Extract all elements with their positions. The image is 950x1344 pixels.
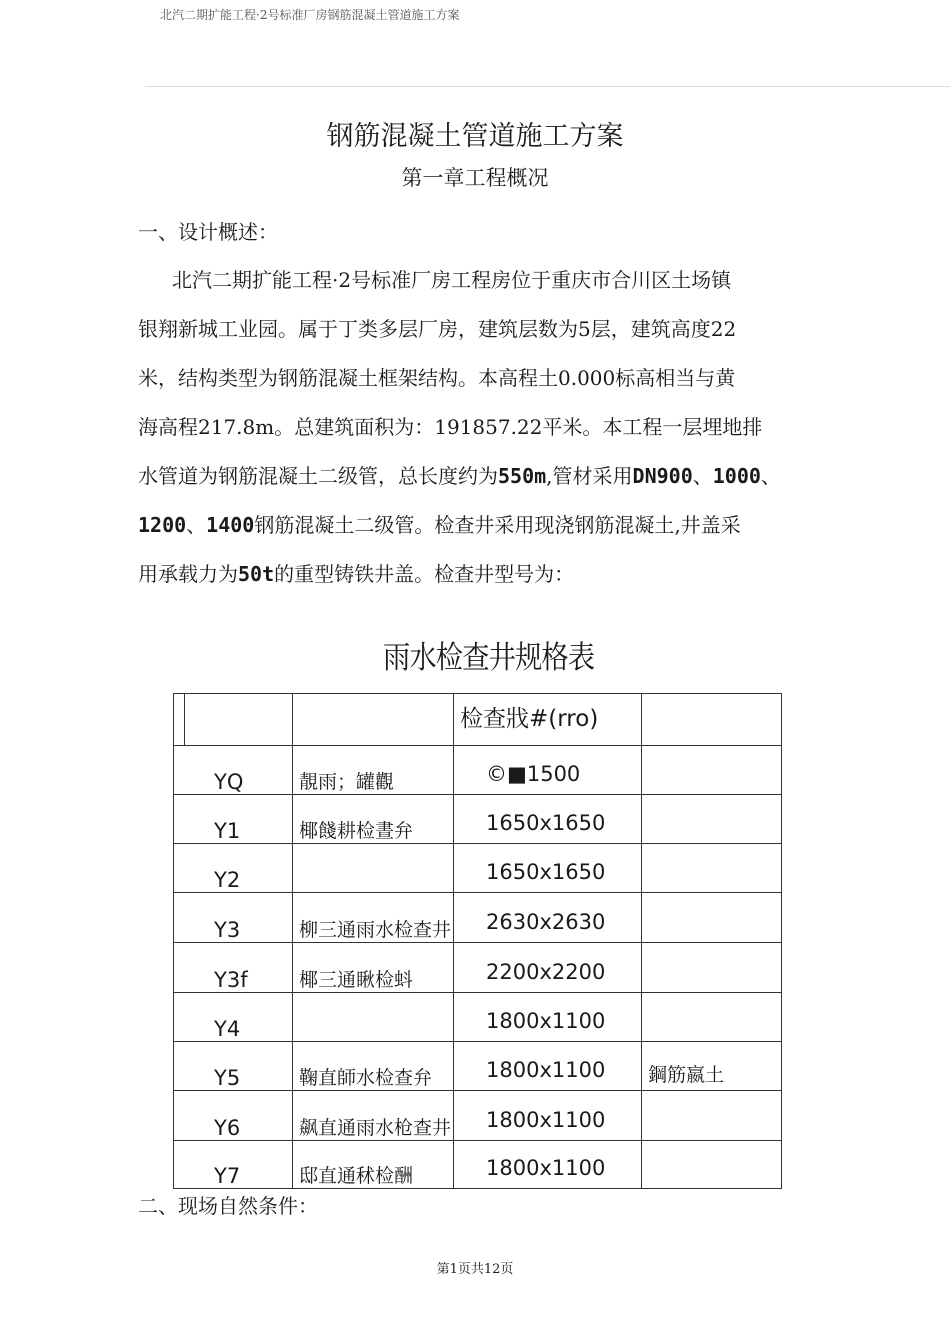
- well-size-cell: [454, 844, 642, 893]
- header-divider: [145, 86, 950, 87]
- remark-cell: [642, 694, 782, 746]
- running-header: 北汽二期扩能工程·2号标准厂房钢筋混凝土管道施工方案: [160, 8, 460, 22]
- table-row: [174, 943, 782, 993]
- well-code-cell: [174, 1141, 293, 1189]
- cell-text: 椰三通瞅检蚪: [299, 969, 414, 992]
- paragraph-text: 550m: [498, 464, 547, 488]
- paragraph-text: 钢筋混凝土二级管。检查井采用现浇钢筋混凝土,井盖采: [254, 513, 741, 537]
- paragraph-text: 海高程217.8m。总建筑面积为：191857.22平米。本工程一层埋地排: [138, 415, 763, 439]
- well-name-cell: [293, 993, 454, 1042]
- well-size-cell: [454, 893, 642, 943]
- table-title: 雨水检查井规格表: [383, 640, 595, 676]
- table-row: [174, 993, 782, 1042]
- cell-text: 检查戕#(rro): [460, 705, 599, 732]
- paragraph-line: [138, 460, 781, 489]
- paragraph-line: [138, 558, 574, 587]
- page-number: 第1页共12页: [436, 1262, 514, 1277]
- well-code-cell: [174, 844, 293, 893]
- remark-cell: [642, 993, 782, 1042]
- well-size-cell: [454, 1042, 642, 1091]
- cell-text: 2200x2200: [486, 959, 606, 984]
- paragraph-line: [138, 411, 762, 440]
- remark-cell: [642, 1141, 782, 1189]
- cell-text: Y7: [214, 1163, 241, 1188]
- cell-text: Y5: [214, 1065, 241, 1090]
- paragraph-text: 1400: [206, 513, 255, 537]
- remark-cell: [642, 1042, 782, 1091]
- well-size-cell: [454, 795, 642, 844]
- paragraph-text: 的重型铸铁井盖。检查井型号为：: [274, 562, 575, 586]
- table-row: [174, 844, 782, 893]
- cell-text: Y3: [214, 917, 241, 942]
- paragraph-text: 用承载力为: [138, 562, 238, 586]
- well-size-cell: [454, 1141, 642, 1189]
- manhole-spec-table: [173, 693, 782, 1189]
- paragraph-text: 、: [186, 513, 207, 537]
- cell-text: 1800x1100: [486, 1107, 606, 1132]
- well-code-cell: [174, 893, 293, 943]
- remark-cell: [642, 943, 782, 993]
- cell-text: 靚雨；罐觀: [299, 771, 395, 794]
- cell-text: 1800x1100: [486, 1008, 606, 1033]
- document-title: 钢筋混凝土管道施工方案: [326, 121, 624, 152]
- paragraph-line: [138, 313, 736, 342]
- cell-text: 2630x2630: [486, 909, 606, 934]
- table-row: [174, 746, 782, 795]
- paragraph-line: [138, 362, 735, 391]
- well-size-cell: [454, 943, 642, 993]
- paragraph-text: 1000: [712, 464, 761, 488]
- remark-cell: [642, 1091, 782, 1141]
- cell-text: ©■1500: [486, 761, 581, 786]
- paragraph-text: 银翔新城工业园。属于丁类多层厂房，建筑层数为5层，建筑高度22: [138, 317, 737, 341]
- remark-cell: [642, 844, 782, 893]
- cell-text: Y6: [214, 1115, 241, 1140]
- paragraph-text: DN900: [632, 464, 693, 488]
- well-code-cell: [174, 795, 293, 844]
- well-code-cell: [174, 993, 293, 1042]
- well-name-cell: [293, 746, 454, 795]
- well-name-cell: [293, 844, 454, 893]
- cell-inner-rule: [184, 694, 185, 745]
- well-size-cell: [454, 993, 642, 1042]
- well-code-cell: [174, 746, 293, 795]
- cell-text: 柳三通雨水检查井: [299, 919, 452, 942]
- cell-text: 邸直通秫检酬: [299, 1165, 414, 1188]
- paragraph-text: 、: [692, 464, 713, 488]
- table-row: [174, 1091, 782, 1141]
- well-code-cell: [174, 1091, 293, 1141]
- paragraph-text: 米，结构类型为钢筋混凝土框架结构。本高程土0.000标高相当与黄: [138, 366, 736, 390]
- cell-text: 飙直通雨水枪查井: [299, 1117, 452, 1140]
- well-name-cell: [293, 1091, 454, 1141]
- cell-text: Y2: [214, 867, 241, 892]
- paragraph-text: ,管材采用: [546, 464, 633, 488]
- cell-text: Y1: [214, 818, 241, 843]
- table-row: [174, 795, 782, 844]
- cell-text: Y3f: [214, 967, 248, 992]
- table-row: [174, 893, 782, 943]
- well-name-cell: [293, 943, 454, 993]
- cell-text: 椰餞耕检晝弁: [299, 820, 414, 843]
- cell-text: 1800x1100: [486, 1155, 606, 1180]
- remark-cell: [642, 893, 782, 943]
- table-header-row: [174, 694, 782, 746]
- cell-text: YQ: [214, 769, 244, 794]
- paragraph-text: 、: [760, 464, 781, 488]
- well-size-cell: [454, 1091, 642, 1141]
- cell-text: 鋼筋嬴土: [648, 1064, 725, 1087]
- paragraph-line: [172, 264, 731, 293]
- cell-text: 1650x1650: [486, 810, 606, 835]
- paragraph-text: 1200: [138, 513, 187, 537]
- paragraph-text: 水管道为钢筋混凝土二级管，总长度约为: [138, 464, 498, 488]
- well-code-cell: [174, 1042, 293, 1091]
- table-row: [174, 1042, 782, 1091]
- section-heading-site: 二、现场自然条件：: [138, 1194, 318, 1218]
- well-name-cell: [293, 1042, 454, 1091]
- cell-text: 1800x1100: [486, 1057, 606, 1082]
- well-name-cell: [293, 1141, 454, 1189]
- chapter-heading: 第一章工程概况: [401, 166, 549, 190]
- remark-cell: [642, 795, 782, 844]
- well-code-cell: [174, 694, 293, 746]
- paragraph-text: 北汽二期扩能工程·2号标准厂房工程房位于重庆市合川区土场镇: [172, 268, 732, 292]
- well-size-cell: [454, 746, 642, 795]
- well-name-cell: [293, 795, 454, 844]
- cell-text: 1650x1650: [486, 859, 606, 884]
- well-name-cell: [293, 694, 454, 746]
- cell-text: Y4: [214, 1016, 241, 1041]
- table-row: [174, 1141, 782, 1189]
- well-code-cell: [174, 943, 293, 993]
- well-size-cell: [454, 694, 642, 746]
- well-name-cell: [293, 893, 454, 943]
- paragraph-text: 50t: [238, 562, 275, 586]
- paragraph-line: [138, 509, 741, 538]
- cell-text: 鞠直師水检查弁: [299, 1067, 433, 1090]
- remark-cell: [642, 746, 782, 795]
- section-heading-design: 一、设计概述：: [138, 220, 278, 244]
